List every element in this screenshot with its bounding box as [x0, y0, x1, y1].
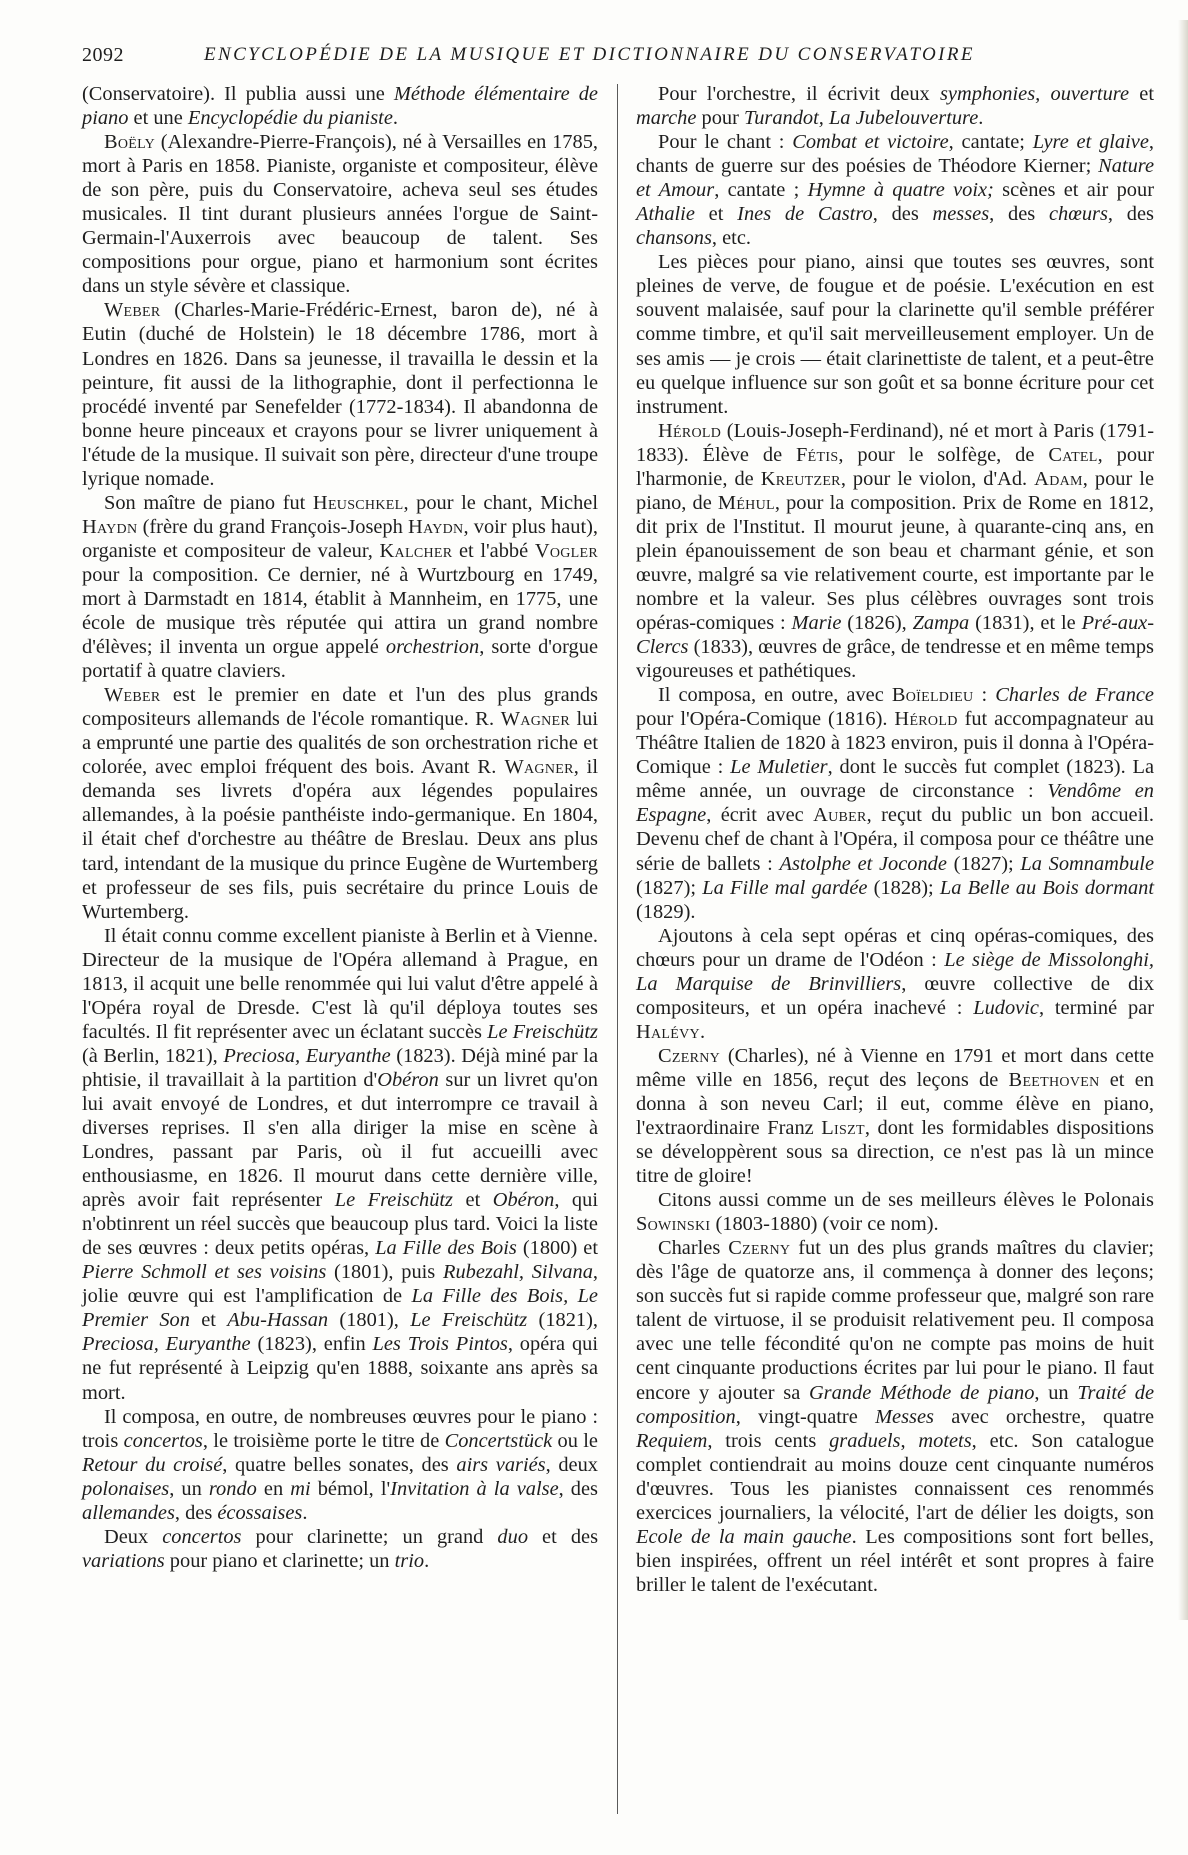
person-name: Kalcher	[379, 539, 453, 562]
person-name: Hérold	[894, 708, 958, 731]
text-run: , des	[872, 203, 933, 226]
person-name: Liszt	[821, 1117, 865, 1140]
work-title: rondo	[208, 1477, 257, 1500]
text-run: , pour l'harmonie, de	[636, 443, 1155, 490]
text-run: et l'abbé	[452, 539, 535, 562]
work-title: Le siège de Missolonghi, La Marquise de Brinvilliers	[636, 948, 1154, 995]
text-run: (1827);	[946, 852, 1021, 875]
work-title: Le Freischütz	[410, 1309, 528, 1332]
text-run: et	[189, 1309, 228, 1332]
work-title: La Fille mal gardée	[702, 876, 868, 899]
work-title: Hymne à quatre voix;	[807, 179, 994, 202]
work-title: chœurs	[1049, 203, 1108, 226]
text-run: (1801),	[328, 1309, 411, 1332]
work-title: La Fille des Bois, Le Premier Son	[82, 1285, 598, 1332]
paragraph-weber-orchestra	[636, 82, 1154, 130]
work-title: orchestrion	[385, 636, 480, 659]
text-run: (1821),	[527, 1309, 598, 1332]
text-run: .	[699, 1020, 706, 1043]
text-run: , quatre belles sonates, des	[222, 1453, 457, 1476]
work-title: La Fille des Bois	[375, 1237, 517, 1260]
work-title: chansons	[636, 227, 712, 250]
work-title: Ines de Castro	[737, 203, 873, 226]
paragraph-herold-more-works	[636, 924, 1154, 1044]
person-name: Weber	[104, 684, 161, 707]
person-name: Adam	[1034, 467, 1083, 490]
text-run: , cantate;	[948, 131, 1033, 154]
text-run: pour la composition. Ce dernier, né à Wurtzbourg en 1749, mort à Darmstadt en 1814, établit à Mannheim, en 1775, une école de musique très réputée qui attira un grand nombre d'élèves; il inventa un orgue appelé	[82, 563, 598, 659]
text-run: , des	[558, 1477, 598, 1500]
entry-czerny	[636, 1044, 1154, 1188]
text-run: , écrit avec	[706, 804, 814, 827]
work-title: Pierre Schmoll et ses voisins	[82, 1261, 327, 1284]
work-title: Preciosa, Euryanthe	[82, 1333, 251, 1356]
text-run: , cantate ;	[714, 179, 808, 202]
work-title: trio	[394, 1549, 425, 1572]
paragraph-herold-works	[636, 683, 1154, 923]
text-run: pour piano et clarinette; un	[164, 1549, 395, 1572]
text-run: fut accompagnateur au Théâtre Italien de 1820 à 1823 environ, puis il donna à l'Opéra-Comique :	[636, 708, 1154, 779]
work-title: Preciosa, Euryanthe	[223, 1044, 391, 1067]
text-run: (1828);	[867, 876, 940, 899]
text-run: avec orchestre, quatre	[933, 1405, 1155, 1428]
text-run: ou le	[552, 1429, 598, 1452]
text-run: (1833), œuvres de grâce, de tendresse et en même temps vigoureuses et pathétiques.	[636, 636, 1154, 683]
running-title: ENCYCLOPÉDIE DE LA MUSIQUE ET DICTIONNAIRE DU CONSERVATOIRE	[204, 44, 975, 65]
text-run: , il demanda ses livrets d'opéra aux légendes populaires allemandes, à la poésie panthéiste indo-germanique. En 1804, il était chef d'orchestre au théâtre de Breslau. Deux ans plus tard, intendant de la musique du prince Eugène de Wurtemberg et professeur de ses fils, puis secrétaire du prince Louis de Wurtemberg.	[82, 756, 599, 923]
work-title: Astolphe et Joconde	[779, 852, 947, 875]
text-run: , des	[989, 203, 1049, 226]
text-run: fut un des plus grands maîtres du clavier; dès l'âge de quatorze ans, il commença à donner des leçons; son succès fut si rapide comme professeur que, malgré son rare talent de virtuose, il se produisit relativement peu. Il composa avec une telle fécondité qu'on ne compte pas moins de huit cent cinquante productions écrites par lui pour le piano. Il faut encore y ajouter sa	[636, 1237, 1154, 1404]
paragraph-boely-continuation	[82, 82, 598, 130]
person-name: Fétis	[796, 443, 839, 466]
person-name: Haydn	[408, 515, 464, 538]
work-title: Nature et Amour	[636, 155, 1154, 202]
work-title: Marie	[791, 612, 842, 635]
text-run: , dont le succès fut complet (1823). La même année, un ouvrage de circonstance :	[636, 756, 1155, 803]
text-run: et	[453, 1189, 493, 1212]
work-title: mi	[290, 1477, 311, 1500]
work-title: Traité de composition	[636, 1381, 1154, 1428]
entry-name: Czerny	[658, 1044, 721, 1067]
text-run: , terminé par	[1038, 996, 1154, 1019]
column-divider	[617, 84, 618, 1814]
text-run: Deux	[104, 1525, 163, 1548]
text-run: , etc. Son catalogue complet contiendrait au moins douze cent cinquante numéros d'œuvres. Tous les pianistes connaissent ces renommés exercices journaliers, la vélocité, l'art de délier les doigts, son	[636, 1429, 1154, 1524]
text-run: (1826),	[841, 612, 913, 635]
paragraph-weber-piano-works	[82, 1405, 598, 1525]
work-title: La Somnambule	[1020, 852, 1154, 875]
text-run: Pour l'orchestre, il écrivit deux	[658, 83, 940, 105]
entry-name: Boëly	[104, 131, 156, 154]
work-title: Athalie	[636, 203, 695, 226]
work-title: Abu-Hassan	[227, 1309, 329, 1332]
work-title: Charles de France	[995, 684, 1154, 707]
text-run: .	[302, 1501, 308, 1524]
text-run: (1831), et le	[969, 612, 1082, 635]
text-run: Charles	[658, 1237, 729, 1260]
text-run: et en donna à son neveu Carl; il eut, comme élève en piano, l'extraordinaire Franz	[636, 1068, 1154, 1140]
text-run: Citons aussi comme un de ses meilleurs élèves le Polonais	[658, 1189, 1154, 1212]
work-title: variations	[82, 1549, 165, 1572]
text-run: Il composa, en outre, de nombreuses œuvres pour le piano : trois	[82, 1405, 598, 1452]
text-run: , vingt-quatre	[735, 1405, 876, 1428]
person-name: R. Wagner	[477, 756, 574, 779]
text-run: , opéra qui ne fut représenté à Leipzig qu'en 1888, soixante ans après sa mort.	[82, 1333, 598, 1404]
work-title: Turandot, La Jubelouverture	[743, 107, 979, 130]
text-run: . Les compositions sont fort belles, bien inspirées, offrent un réel intérêt et sont propres à faire briller le talent de l'exécutant.	[636, 1525, 1155, 1596]
text-run: sur un livret qu'on lui avait envoyé de Londres, et dut interrompre ce travail à diverses reprises. Il s'en alla diriger la mise en scène à Londres, passant par Paris, où il fut accueilli avec enthousiasme, en 1826. Il mourut dans cette dernière ville, après avoir fait représenter	[82, 1068, 598, 1212]
paragraph-czerny-pupils	[636, 1188, 1154, 1236]
work-title: Ecole de la main gauche	[636, 1525, 852, 1548]
text-run: (Conservatoire). Il publia aussi une	[82, 83, 394, 105]
work-title: Vendôme en Espagne	[636, 780, 1155, 827]
text-run: , le troisième porte le titre de	[202, 1429, 445, 1452]
work-title: motets	[918, 1429, 972, 1452]
work-title: symphonies, ouverture	[940, 83, 1130, 105]
work-title: Zampa	[912, 612, 970, 635]
work-title: Invitation à la valse	[390, 1477, 559, 1500]
text-run: pour clarinette; un grand	[241, 1525, 498, 1548]
work-title: messes	[932, 203, 990, 226]
paragraph-weber-career	[82, 924, 598, 1405]
text-run: (à Berlin, 1821),	[82, 1044, 224, 1067]
work-title: Le Freischütz	[334, 1189, 453, 1212]
paragraph-weber-teachers	[82, 491, 598, 683]
entry-herold	[636, 419, 1154, 684]
text-run: , pour le piano, de	[636, 467, 1154, 514]
text-run: , des	[1107, 203, 1154, 226]
person-name: Auber	[813, 804, 867, 827]
page-number: 2092	[82, 44, 124, 66]
paragraph-weber-style	[636, 250, 1154, 418]
text-run: (1823), enfin	[250, 1333, 373, 1356]
text-run: , des	[174, 1501, 218, 1524]
left-column	[82, 82, 598, 1573]
text-run: et des	[528, 1525, 598, 1548]
paragraph-czerny-works	[636, 1236, 1154, 1597]
work-title: La Belle au Bois dormant	[939, 876, 1155, 899]
work-title: allemandes	[82, 1501, 175, 1524]
text-run: , chants de guerre sur des poésies de Théodore Kierner;	[636, 131, 1155, 178]
text-run: (Charles-Marie-Frédéric-Ernest, baron de), né à Eutin (duché de Holstein) le 18 décembre 1786, mort à Londres en 1826. Dans sa jeunesse, il travailla le dessin et la peinture, fit aussi de la lithographie, dont il perfectionna le procédé inventé par Senefelder (1772-1834). Il abandonna de bonne heure pinceaux et crayons pour se livrer uniquement à l'étude de la musique. Il suivait son père, directeur d'une troupe lyrique nomade.	[82, 299, 598, 490]
person-name: Boïeldieu	[891, 684, 974, 707]
work-title: Le Freischütz	[487, 1020, 598, 1043]
text-run: (1800) et	[516, 1237, 599, 1260]
work-title: concertos	[162, 1525, 242, 1548]
page-header	[82, 44, 1162, 70]
work-title: Le Muletier	[730, 756, 828, 779]
text-run: (Alexandre-Pierre-François), né à Versailles en 1785, mort à Paris en 1858. Pianiste, organiste et compositeur, élève de son père, puis du Conservatoire, acheva seul ses études musicales. Il tint durant plusieurs années l'orgue de Saint-Germain-l'Auxerrois avec beaucoup de talent. Ses compositions pour orgue, piano et harmonium sont écrites dans un style sévère et classique.	[82, 131, 598, 298]
person-name: Heuschkel	[312, 491, 404, 514]
work-title: airs variés	[456, 1453, 546, 1476]
page-edge-shadow	[1178, 20, 1188, 1620]
text-run: est le premier en date et l'un des plus grands compositeurs allemands de l'école romantique.	[82, 684, 598, 731]
text-run: .	[424, 1549, 430, 1572]
work-title: Les Trois Pintos	[372, 1333, 508, 1356]
work-title: graduels	[829, 1429, 901, 1452]
work-title: Combat et victoire	[792, 131, 949, 154]
person-name: Vogler	[534, 539, 598, 562]
work-title: concertos	[123, 1429, 203, 1452]
text-run: et	[694, 203, 738, 226]
person-name: Catel	[1048, 443, 1098, 466]
text-run: ,	[900, 1429, 919, 1452]
text-run: (1801), puis	[326, 1261, 443, 1284]
person-name: Sowinski	[636, 1213, 711, 1236]
text-run: et une	[128, 107, 188, 130]
entry-name: Weber	[104, 299, 161, 322]
text-run: , un	[1034, 1381, 1078, 1404]
text-run: (1827);	[636, 876, 703, 899]
work-title: duo	[497, 1525, 529, 1548]
text-run: (Louis-Joseph-Ferdinand), né et mort à Paris (1791-1833). Élève de	[636, 419, 1154, 466]
entry-weber	[82, 298, 598, 490]
right-column	[636, 82, 1154, 1597]
work-title: Ludovic	[973, 996, 1039, 1019]
person-name: Kreutzer	[760, 467, 841, 490]
paragraph-weber-clarinet	[82, 1525, 598, 1573]
text-run: scènes et air pour	[993, 179, 1154, 202]
entry-boely	[82, 130, 598, 298]
work-title: Pré-aux-Clercs	[636, 612, 1155, 659]
text-run: pour	[696, 107, 744, 130]
work-title: polonaises	[82, 1477, 170, 1500]
person-name: Czerny	[728, 1237, 791, 1260]
text-run: pour l'Opéra-Comique (1816).	[636, 708, 895, 731]
text-run: (1829).	[636, 900, 696, 923]
text-run: , deux	[545, 1453, 598, 1476]
text-run: , trois cents	[707, 1429, 830, 1452]
text-run: , pour la composition. Prix de Rome en 1812, dit prix de l'Institut. Il mourut jeune, à quarante-cinq ans, en plein épanouissement de son beau et charmant génie, et son œuvre, malgré sa vie relativement courte, est importante par le nombre et la valeur. Ses plus célèbres ouvrages sont trois opéras-comiques :	[636, 491, 1154, 635]
work-title: Rubezahl, Silvana	[443, 1261, 593, 1284]
text-run: , œuvre collective de dix compositeurs, et un opéra inachevé :	[636, 972, 1155, 1019]
text-run: , reçut du public un bon accueil. Devenu chef de chant à l'Opéra, il composa pour ce théâtre une série de ballets :	[636, 804, 1154, 875]
work-title: Requiem	[636, 1429, 708, 1452]
work-title: Grande Méthode de piano	[808, 1381, 1035, 1404]
text-run: (Charles), né à Vienne en 1791 et mort dans cette même ville en 1856, reçut des leçons de	[636, 1044, 1154, 1091]
work-title: Concertstück	[444, 1429, 553, 1452]
text-run: , pour le solfège, de	[838, 443, 1049, 466]
work-title: Obéron	[492, 1189, 555, 1212]
person-name: Haydn	[82, 515, 138, 538]
text-run: , voir plus haut), organiste et compositeur de valeur,	[82, 515, 598, 562]
work-title: marche	[636, 107, 697, 130]
text-run: lui a emprunté une partie des qualités de son orchestration riche et colorée, avec emploi fréquent des bois. Avant	[82, 708, 599, 779]
text-run: , jolie œuvre qui est l'amplification de	[82, 1261, 599, 1308]
text-run: .	[978, 107, 984, 130]
text-run: et	[1129, 83, 1154, 105]
paragraph-weber-vocal	[636, 130, 1154, 250]
work-title: écossaises	[217, 1501, 303, 1524]
text-run: (frère du grand François-Joseph	[137, 515, 409, 538]
person-name: Méhul	[717, 491, 775, 514]
person-name: Halévy	[636, 1020, 700, 1043]
text-run: :	[973, 684, 996, 707]
text-run: Ajoutons à cela sept opéras et cinq opéras-comiques, des chœurs pour un drame de l'Odéon :	[636, 924, 1154, 971]
person-name: Beethoven	[1008, 1068, 1100, 1091]
person-name: R. Wagner	[475, 708, 571, 731]
work-title: Messes	[875, 1405, 934, 1428]
text-run: , qui n'obtinrent un réel succès que beaucoup plus tard. Voici la liste de ses œuvres : deux petits opéras,	[82, 1189, 598, 1260]
text-run: , pour le chant, Michel	[403, 491, 598, 514]
text-run: , etc.	[711, 227, 751, 250]
text-run: , dont les formidables dispositions se développèrent sous sa direction, ce n'est pas là un mince titre de gloire!	[636, 1117, 1154, 1188]
work-title: Méthode élémentaire de piano	[82, 83, 598, 130]
work-title: Encyclopédie du pianiste	[187, 107, 393, 130]
text-run: .	[392, 107, 398, 130]
text-run: Son maître de piano fut	[104, 491, 313, 514]
work-title: Lyre et glaive	[1032, 131, 1149, 154]
work-title: Obéron	[377, 1068, 439, 1091]
text-run: Il composa, en outre, avec	[658, 684, 892, 707]
text-run: en	[256, 1477, 291, 1500]
text-run: Il était connu comme excellent pianiste à Berlin et à Vienne. Directeur de la musique de l'Opéra allemand à Prague, en 1813, il acquit une belle renommée qui lui valut d'être appelé à l'Opéra royal de Dresde. C'est là qu'il déploya toutes ses facultés. Il fit représenter avec un éclatant succès	[82, 924, 598, 1043]
text-run: Pour le chant :	[658, 131, 793, 154]
text-run: (1803-1880) (voir ce nom).	[710, 1213, 939, 1236]
entry-name: Hérold	[658, 419, 722, 442]
work-title: Retour du croisé	[82, 1453, 223, 1476]
text-run: (1823). Déjà miné par la phtisie, il travaillait à la partition d'	[82, 1044, 599, 1091]
text-run: Les pièces pour piano, ainsi que toutes ses œuvres, sont pleines de verve, de fougue et de poésie. L'exécution en est souvent malaisée, sauf pour la clarinette qu'il semble préférer comme timbre, et qu'il sait merveilleusement employer. Un de ses amis — je crois — était clarinettiste de talent, et a peut-être eu quelque influence sur son goût et sa bonne écriture pour cet instrument.	[636, 251, 1154, 418]
text-run: , pour le violon, d'Ad.	[840, 467, 1035, 490]
paragraph-weber-romantic	[82, 683, 598, 923]
text-run: bémol, l'	[310, 1477, 391, 1500]
text-run: , un	[169, 1477, 209, 1500]
text-run: , sorte d'orgue portatif à quatre claviers.	[82, 636, 598, 683]
